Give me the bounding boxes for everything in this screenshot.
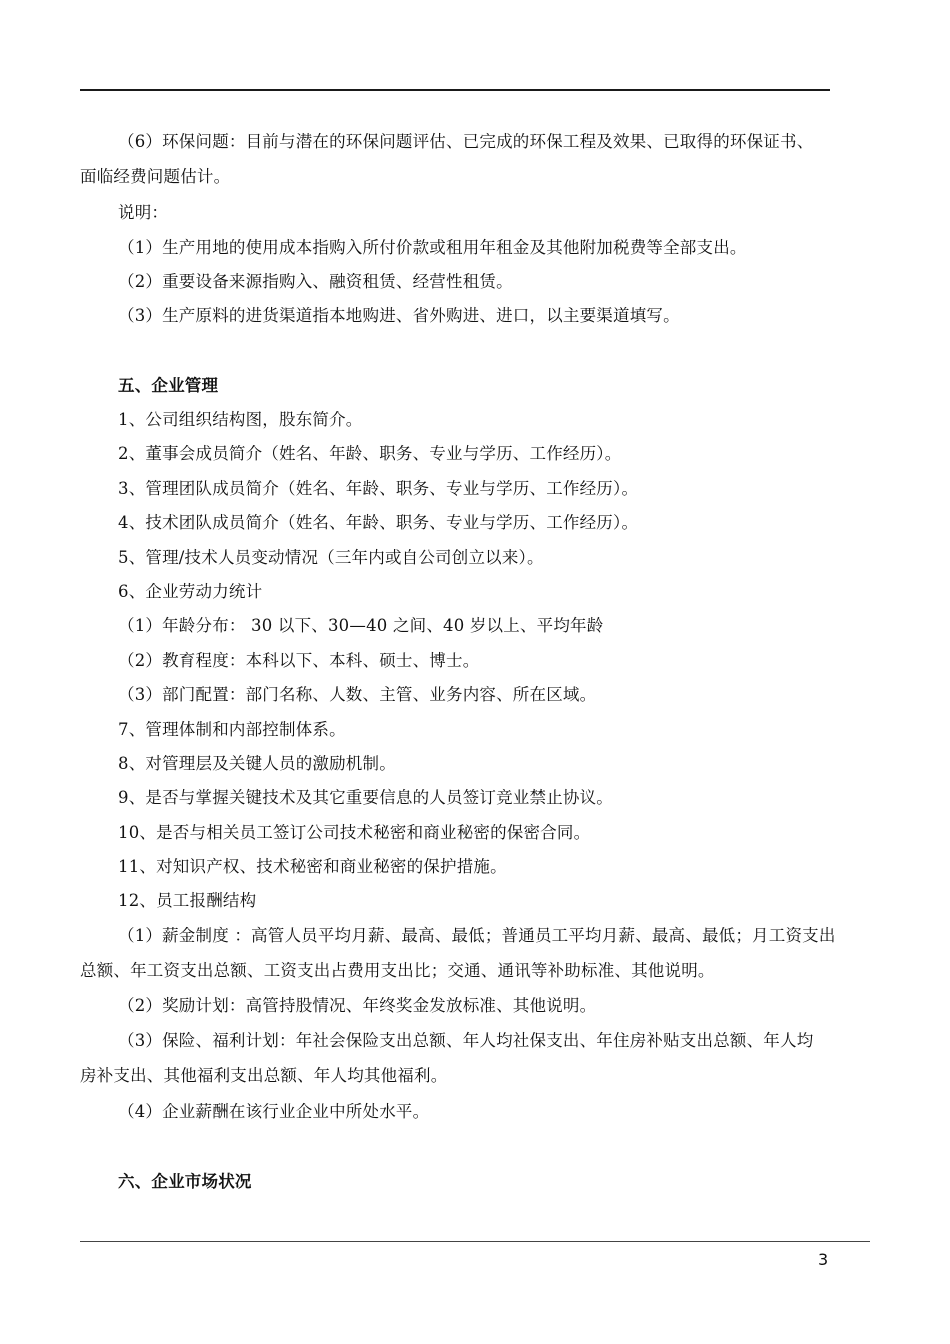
section-5-item: 6、企业劳动力统计 bbox=[118, 582, 263, 601]
section-5-item: 3、管理团队成员简介（姓名、年龄、职务、专业与学历、工作经历）。 bbox=[118, 479, 639, 498]
env-issues-line-1: （6）环保问题：目前与潜在的环保问题评估、已完成的环保工程及效果、已取得的环保证书、 bbox=[118, 132, 814, 151]
section-5-heading: 五、企业管理 bbox=[118, 376, 219, 395]
section-5-item: 12、员工报酬结构 bbox=[118, 891, 257, 910]
section-5-item: 11、对知识产权、技术秘密和商业秘密的保护措施。 bbox=[118, 857, 507, 876]
section-5-item: 4、技术团队成员简介（姓名、年龄、职务、专业与学历、工作经历）。 bbox=[118, 513, 639, 532]
salary-line-2: 总额、年工资支出总额、工资支出占费用支出比；交通、通讯等补助标准、其他说明。 bbox=[80, 961, 715, 980]
header-rule bbox=[80, 89, 830, 91]
note-item-3: （3）生产原料的进货渠道指本地购进、省外购进、进口，以主要渠道填写。 bbox=[118, 306, 680, 325]
section-5-item: 10、是否与相关员工签订公司技术秘密和商业秘密的保密合同。 bbox=[118, 823, 591, 842]
section-5-item: 1、公司组织结构图，股东简介。 bbox=[118, 410, 363, 429]
notes-title: 说明： bbox=[118, 203, 169, 222]
insurance-line-2: 房补支出、其他福利支出总额、年人均其他福利。 bbox=[80, 1066, 448, 1085]
section-5-item: 7、管理体制和内部控制体系。 bbox=[118, 720, 346, 739]
section-5-item: （3）部门配置：部门名称、人数、主管、业务内容、所在区域。 bbox=[118, 685, 597, 704]
section-5-item: 2、董事会成员简介（姓名、年龄、职务、专业与学历、工作经历）。 bbox=[118, 444, 622, 463]
salary-line-1: （1）薪金制度 ：高管人员平均月薪、最高、最低；普通员工平均月薪、最高、最低；月工资支出 bbox=[118, 926, 836, 945]
section-6-heading: 六、企业市场状况 bbox=[118, 1172, 252, 1191]
section-5-item: （2）教育程度：本科以下、本科、硕士、博士。 bbox=[118, 651, 480, 670]
section-5-item: 5、管理/技术人员变动情况（三年内或自公司创立以来）。 bbox=[118, 548, 544, 567]
salary-level-line: （4）企业薪酬在该行业企业中所处水平。 bbox=[118, 1102, 430, 1121]
env-issues-line-2: 面临经费问题估计。 bbox=[80, 167, 231, 186]
note-item-1: （1）生产用地的使用成本指购入所付价款或租用年租金及其他附加税费等全部支出。 bbox=[118, 238, 747, 257]
page-number: 3 bbox=[818, 1250, 829, 1269]
insurance-line-1: （3）保险、福利计划：年社会保险支出总额、年人均社保支出、年住房补贴支出总额、年人均 bbox=[118, 1031, 814, 1050]
section-5-item: 9、是否与掌握关键技术及其它重要信息的人员签订竞业禁止协议。 bbox=[118, 788, 613, 807]
note-item-2: （2）重要设备来源指购入、融资租赁、经营性租赁。 bbox=[118, 272, 513, 291]
footer-rule bbox=[80, 1241, 870, 1242]
bonus-line: （2）奖励计划：高管持股情况、年终奖金发放标准、其他说明。 bbox=[118, 996, 597, 1015]
section-5-item: 8、对管理层及关键人员的激励机制。 bbox=[118, 754, 396, 773]
section-5-item: （1）年龄分布： 30 以下、30—40 之间、40 岁以上、平均年龄 bbox=[118, 616, 604, 635]
